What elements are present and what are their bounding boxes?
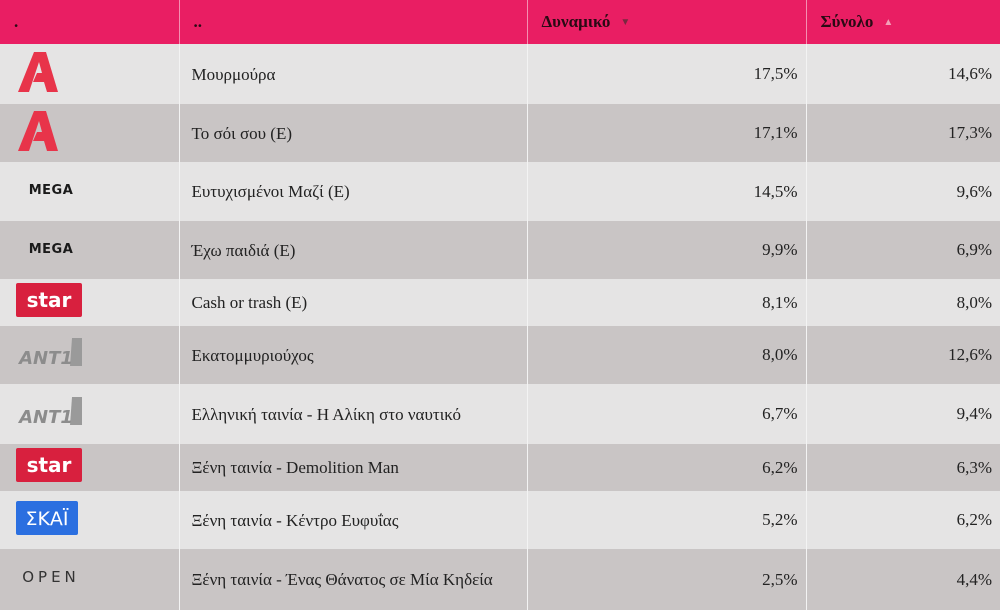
star-logo-icon (16, 283, 82, 322)
skai-logo-icon (16, 501, 78, 540)
total-share: 8,0% (956, 292, 992, 312)
total-share: 6,9% (956, 240, 992, 259)
column-header-show-label: .. (193, 12, 202, 31)
open-logo-icon (16, 568, 86, 591)
channel-logo-cell (0, 491, 179, 549)
alpha-logo-icon (16, 50, 60, 99)
show-title: Ελληνική ταινία - Η Αλίκη στο ναυτικό (179, 384, 527, 444)
table-row[interactable] (0, 549, 1000, 610)
table-row[interactable] (0, 444, 1000, 491)
show-title: Ξένη ταινία - Ένας Θάνατος σε Μία Κηδεία (179, 549, 527, 610)
sort-desc-icon[interactable]: ▼ (620, 17, 631, 28)
total-share: 6,3% (956, 457, 992, 477)
table-row[interactable] (0, 279, 1000, 326)
column-header-channel-label: . (14, 12, 19, 31)
table-header-row (0, 0, 1000, 44)
ant1-logo-text: ANT1 (19, 347, 73, 369)
alpha-logo-icon (16, 109, 60, 158)
dynamic-share: 2,5% (527, 549, 806, 610)
table-row[interactable] (0, 221, 1000, 279)
ant1-logo-icon (16, 336, 84, 375)
channel-logo-cell (0, 549, 179, 610)
table-row[interactable] (0, 104, 1000, 162)
table-row[interactable] (0, 491, 1000, 549)
channel-logo-cell (0, 326, 179, 384)
star-logo-text: star (26, 453, 72, 477)
column-header-show[interactable] (179, 0, 527, 44)
show-title: Ξένη ταινία - Demolition Man (179, 444, 527, 491)
star-logo-text: star (26, 288, 72, 312)
column-header-total[interactable] (806, 0, 1000, 44)
sort-asc-icon[interactable]: ▲ (883, 17, 894, 28)
total-share: 6,2% (956, 510, 992, 529)
channel-logo-cell (0, 279, 179, 326)
channel-logo-cell (0, 44, 179, 104)
show-title: Ευτυχισμένοι Μαζί (Ε) (179, 162, 527, 221)
total-share: 12,6% (948, 345, 992, 364)
channel-logo-cell (0, 384, 179, 444)
dynamic-share: 8,0% (527, 326, 806, 384)
total-share: 9,6% (956, 181, 992, 201)
table-row[interactable] (0, 384, 1000, 444)
table-row[interactable] (0, 44, 1000, 104)
table-row[interactable] (0, 326, 1000, 384)
mega-logo-text: MEGA (28, 183, 74, 197)
open-logo-text: OPEN (22, 568, 80, 586)
channel-logo-cell (0, 221, 179, 279)
column-header-channel[interactable] (0, 0, 179, 44)
total-share: 17,3% (948, 123, 992, 142)
show-title: Μουρμούρα (179, 44, 527, 104)
column-header-dynamic-label: Δυναμικό (541, 12, 611, 31)
dynamic-share: 8,1% (527, 279, 806, 326)
dynamic-share: 17,5% (527, 44, 806, 104)
mega-logo-icon (16, 240, 86, 261)
ant1-logo-icon (16, 395, 84, 434)
dynamic-share: 14,5% (527, 162, 806, 221)
dynamic-share: 6,2% (527, 444, 806, 491)
total-share: 4,4% (956, 569, 992, 589)
channel-logo-cell (0, 162, 179, 221)
mega-logo-icon (16, 181, 86, 202)
table-row[interactable] (0, 162, 1000, 221)
total-share: 14,6% (948, 64, 992, 83)
dynamic-share: 6,7% (527, 384, 806, 444)
dynamic-share: 9,9% (527, 221, 806, 279)
channel-logo-cell (0, 444, 179, 491)
mega-logo-text: MEGA (28, 241, 74, 256)
show-title: Έχω παιδιά (Ε) (179, 221, 527, 279)
ant1-logo-text: ANT1 (19, 406, 73, 428)
show-title: Cash or trash (E) (179, 279, 527, 326)
dynamic-share: 17,1% (527, 104, 806, 162)
skai-logo-text: ΣΚΑΪ (25, 507, 69, 530)
column-header-total-label: Σύνολο (820, 12, 874, 31)
channel-logo-cell (0, 104, 179, 162)
dynamic-share: 5,2% (527, 491, 806, 549)
show-title: Το σόι σου (Ε) (179, 104, 527, 162)
star-logo-icon (16, 448, 82, 487)
show-title: Εκατομμυριούχος (179, 326, 527, 384)
total-share: 9,4% (956, 404, 992, 423)
column-header-dynamic[interactable] (527, 0, 806, 44)
show-title: Ξένη ταινία - Κέντρο Ευφυΐας (179, 491, 527, 549)
